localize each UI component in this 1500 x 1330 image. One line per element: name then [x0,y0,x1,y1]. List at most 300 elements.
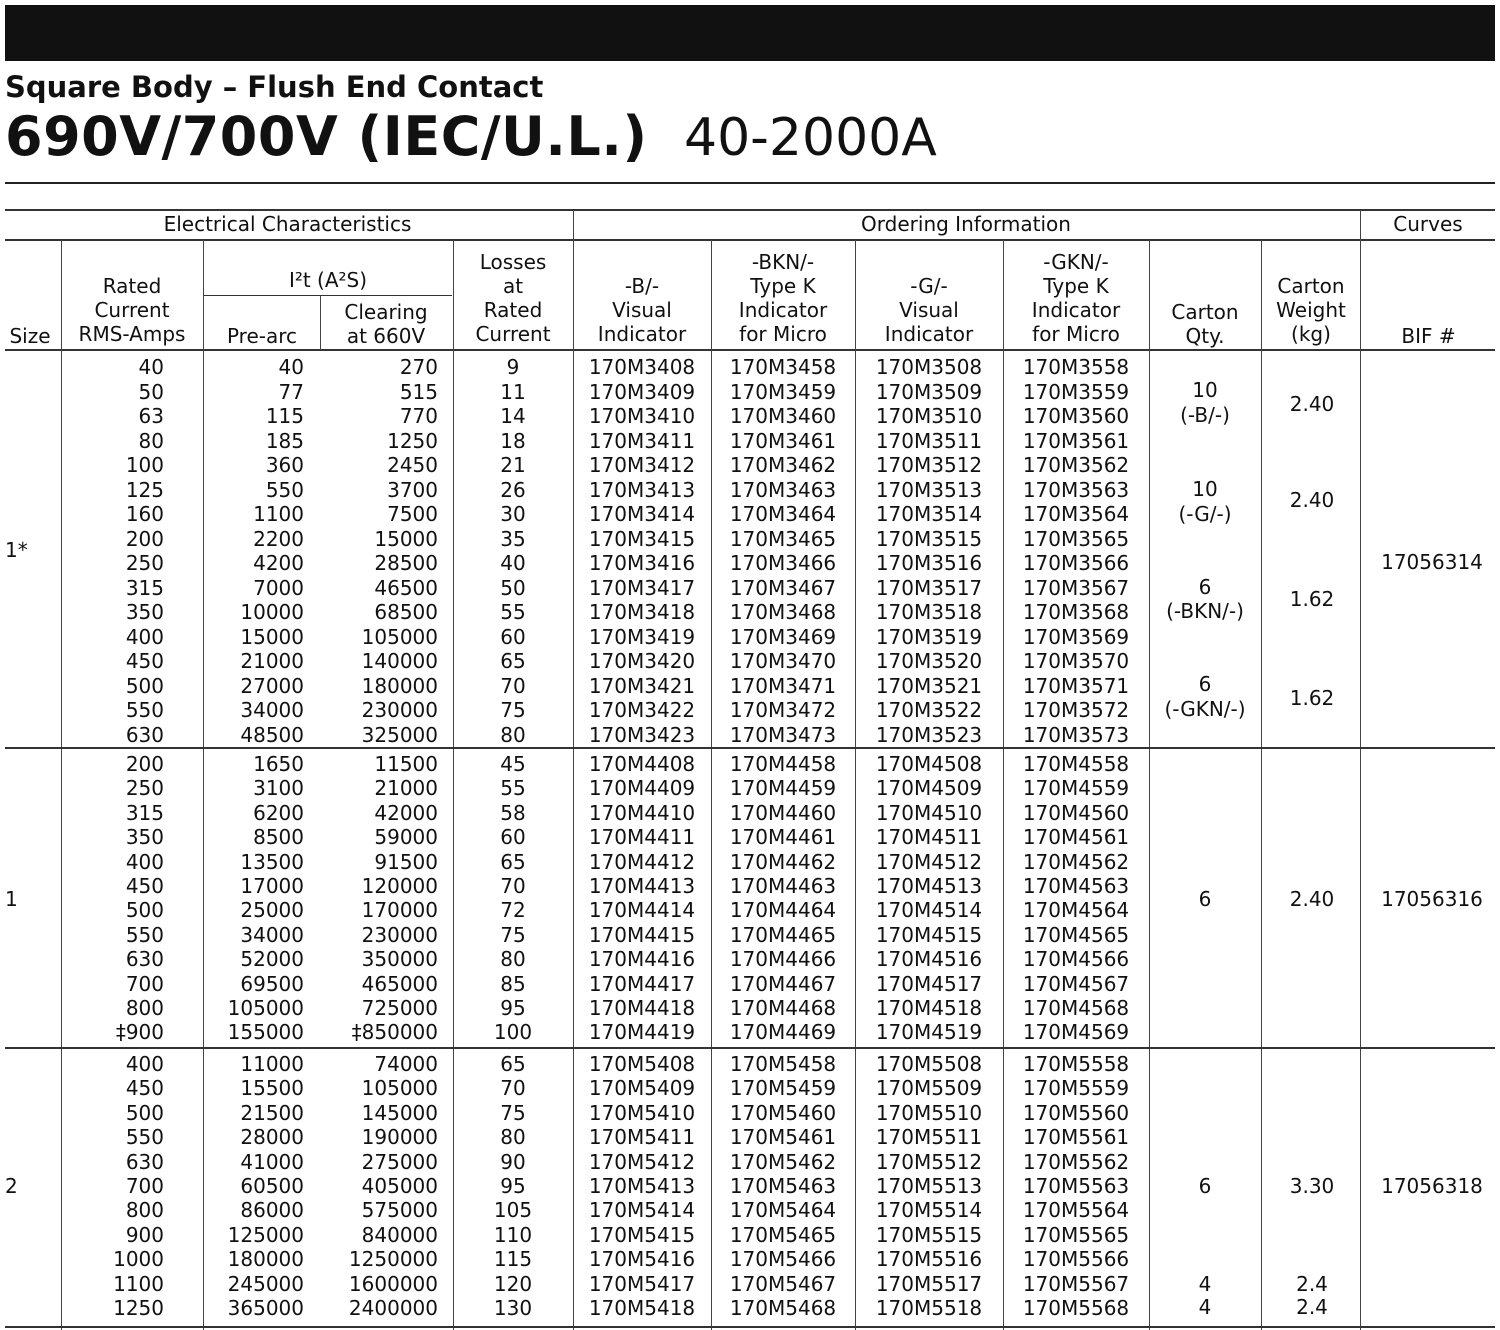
table-row [0,1052,1500,1076]
cell-rated-current: 630 [125,1149,164,1174]
cell-part-gkn: 170M5564 [1022,1198,1130,1223]
cell-part-g: 170M4510 [875,800,983,825]
table-row [0,625,1500,649]
cell-part-bkn: 170M4458 [729,752,837,776]
cell-prearc: 13500 [240,849,304,874]
cell-rated-current: 700 [125,971,164,996]
cell-part-b: 170M3419 [588,624,696,649]
carton-qty: 4 [1198,1295,1212,1319]
cell-part-b: 170M4416 [588,947,696,972]
cell-part-gkn: 170M3561 [1022,428,1130,453]
col-weight-line2: Weight [1276,298,1346,322]
table-row [0,801,1500,825]
cell-rated-current: 40 [138,355,164,379]
cell-clearing: 230000 [361,698,438,722]
carton-weight: 2.4 [1296,1295,1328,1319]
cell-losses: 55 [500,776,526,801]
bif-number: 17056316 [1381,887,1483,911]
cell-clearing: 840000 [361,1222,438,1247]
cell-losses: 85 [500,971,526,996]
cell-prearc: 40 [278,355,304,379]
cell-part-gkn: 170M3572 [1022,698,1130,722]
cell-part-gkn: 170M3560 [1022,404,1130,428]
cell-part-g: 170M3514 [875,502,983,526]
col-i2t: I²t (A²S) [288,268,368,292]
cell-part-g: 170M3511 [875,428,983,453]
cell-losses: 75 [500,922,526,947]
cell-rated-current: 400 [125,1052,164,1076]
cell-prearc: 4200 [253,551,304,575]
size-label: 2 [5,1174,18,1198]
cell-clearing: 575000 [361,1198,438,1223]
group-curves: Curves [1393,212,1463,236]
col-losses [454,250,572,346]
cell-part-gkn: 170M3567 [1022,575,1130,600]
table-row [0,776,1500,800]
cell-prearc: 125000 [227,1222,304,1247]
cell-part-bkn: 170M5460 [729,1100,837,1125]
cell-part-gkn: 170M4559 [1022,776,1130,801]
cell-rated-current: 80 [138,428,164,453]
cell-part-b: 170M4413 [588,874,696,898]
group-ordering: Ordering Information [861,212,1071,236]
cell-part-b: 170M3416 [588,551,696,575]
cell-part-gkn: 170M4568 [1022,996,1130,1020]
cell-part-b: 170M5408 [588,1052,696,1076]
cell-part-b: 170M4417 [588,971,696,996]
table-row [0,947,1500,971]
cell-prearc: 77 [278,379,304,404]
cell-part-b: 170M3423 [588,722,696,747]
cell-clearing: 91500 [374,849,438,874]
cell-rated-current: 1100 [113,1271,164,1296]
cell-part-b: 170M4411 [588,825,696,850]
carton-weight: 2.40 [1289,887,1335,911]
cell-part-b: 170M3411 [588,428,696,453]
cell-rated-current: 800 [125,996,164,1020]
table-row [0,453,1500,477]
table-row [0,429,1500,453]
cell-part-bkn: 170M3471 [729,673,837,698]
cell-part-bkn: 170M3464 [729,502,837,526]
cell-rated-current: 500 [125,1100,164,1125]
table-row [0,1125,1500,1149]
table-top-rule [5,209,1495,211]
cell-clearing: 230000 [361,922,438,947]
cell-part-g: 170M4515 [875,922,983,947]
cell-part-g: 170M5509 [875,1076,983,1101]
carton-qty-note: (-G/-) [1178,502,1232,526]
cell-clearing: 350000 [361,947,438,972]
cell-part-b: 170M4408 [588,752,696,776]
cell-part-bkn: 170M5467 [729,1271,837,1296]
cell-prearc: 8500 [253,825,304,850]
cell-clearing: 465000 [361,971,438,996]
size-label: 1* [5,538,28,562]
cell-part-gkn: 170M4561 [1022,825,1130,850]
table-row [0,1198,1500,1222]
cell-part-bkn: 170M5458 [729,1052,837,1076]
cell-prearc: 52000 [240,947,304,972]
cell-part-bkn: 170M4468 [729,996,837,1020]
cell-part-b: 170M3415 [588,526,696,551]
cell-part-bkn: 170M5463 [729,1174,837,1198]
cell-rated-current: 500 [125,673,164,698]
section-rule [5,747,1495,749]
cell-losses: 60 [500,624,526,649]
cell-rated-current: 50 [138,379,164,404]
cell-rated-current: 350 [125,600,164,624]
cell-part-bkn: 170M5461 [729,1125,837,1150]
col-bif: BIF # [1401,324,1456,348]
cell-clearing: 725000 [361,996,438,1020]
table-row [0,972,1500,996]
cell-prearc: 69500 [240,971,304,996]
col-weight-line1: Carton [1277,274,1345,298]
cell-part-gkn: 170M4566 [1022,947,1130,972]
cell-rated-current: 1250 [113,1296,164,1320]
table-row [0,1101,1500,1125]
table-row [0,551,1500,575]
carton-weight: 1.62 [1289,587,1335,611]
cell-part-g: 170M3522 [875,698,983,722]
col-qty [1150,300,1260,348]
cell-prearc: 60500 [240,1174,304,1198]
page-subtitle: Square Body – Flush End Contact [5,70,544,104]
cell-part-bkn: 170M5468 [729,1296,837,1320]
cell-rated-current: 400 [125,624,164,649]
cell-part-gkn: 170M3558 [1022,355,1130,379]
col-prearc: Pre-arc [226,324,298,348]
cell-clearing: 405000 [361,1174,438,1198]
cell-losses: 72 [500,898,526,923]
cell-losses: 30 [500,502,526,526]
cell-losses: 40 [500,551,526,575]
cell-part-gkn: 170M4562 [1022,849,1130,874]
cell-prearc: 365000 [227,1296,304,1320]
cell-prearc: 1100 [253,502,304,526]
cell-part-g: 170M4509 [875,776,983,801]
cell-prearc: 86000 [240,1198,304,1223]
cell-rated-current: 550 [125,922,164,947]
col-losses-line1: Losses [479,250,547,274]
cell-losses: 130 [493,1296,533,1320]
cell-part-bkn: 170M4459 [729,776,837,801]
carton-qty: 6 [1198,887,1212,911]
cell-part-bkn: 170M3472 [729,698,837,722]
col-gkn-line2: Type K [1043,274,1109,298]
cell-rated-current: 500 [125,898,164,923]
cell-part-g: 170M4519 [875,1020,983,1045]
table-row [0,355,1500,379]
carton-qty: 6 [1198,575,1212,599]
cell-part-gkn: 170M5559 [1022,1076,1130,1101]
cell-losses: 80 [500,1125,526,1150]
cell-rated-current: 250 [125,776,164,801]
cell-losses: 58 [500,800,526,825]
cell-part-g: 170M5512 [875,1149,983,1174]
cell-part-bkn: 170M4464 [729,898,837,923]
cell-clearing: 190000 [361,1125,438,1150]
cell-part-b: 170M5410 [588,1100,696,1125]
cell-part-b: 170M4412 [588,849,696,874]
cell-part-g: 170M5518 [875,1296,983,1320]
cell-part-gkn: 170M5565 [1022,1222,1130,1247]
page-title: 690V/700V (IEC/U.L.) [5,105,648,168]
col-clearing [320,300,452,348]
cell-rated-current: 200 [125,752,164,776]
col-b-line2: Visual [612,298,672,322]
cell-losses: 11 [500,379,526,404]
cell-part-bkn: 170M4462 [729,849,837,874]
col-qty-line1: Carton [1171,300,1239,324]
cell-losses: 9 [506,355,520,379]
cell-part-g: 170M4512 [875,849,983,874]
cell-part-b: 170M4414 [588,898,696,923]
cell-part-gkn: 170M3570 [1022,649,1130,673]
col-b [574,274,710,346]
cell-rated-current: 200 [125,526,164,551]
cell-part-g: 170M5508 [875,1052,983,1076]
cell-clearing: 28500 [374,551,438,575]
cell-part-b: 170M5417 [588,1271,696,1296]
cell-rated-current: 450 [125,874,164,898]
group-header-rule [5,239,1495,241]
cell-part-gkn: 170M4560 [1022,800,1130,825]
cell-part-b: 170M4409 [588,776,696,801]
cell-prearc: 11000 [240,1052,304,1076]
cell-rated-current: 63 [138,404,164,428]
cell-prearc: 180000 [227,1247,304,1272]
cell-losses: 70 [500,673,526,698]
cell-part-bkn: 170M4465 [729,922,837,947]
table-row [0,1076,1500,1100]
cell-part-bkn: 170M3458 [729,355,837,379]
cell-clearing: 59000 [374,825,438,850]
cell-prearc: 115 [265,404,304,428]
carton-weight: 2.40 [1289,392,1335,416]
cell-part-bkn: 170M5462 [729,1149,837,1174]
cell-part-bkn: 170M4469 [729,1020,837,1045]
cell-part-bkn: 170M3463 [729,477,837,502]
cell-part-gkn: 170M5566 [1022,1247,1130,1272]
cell-clearing: 42000 [374,800,438,825]
cell-losses: 80 [500,722,526,747]
cell-clearing: 515 [399,379,438,404]
cell-part-g: 170M3510 [875,404,983,428]
cell-prearc: 185 [265,428,304,453]
col-size: Size [9,324,51,348]
cell-prearc: 6200 [253,800,304,825]
cell-part-b: 170M3408 [588,355,696,379]
size-label: 1 [5,887,18,911]
cell-part-bkn: 170M3468 [729,600,837,624]
cell-part-bkn: 170M4463 [729,874,837,898]
cell-part-g: 170M4516 [875,947,983,972]
cell-rated-current: 1000 [113,1247,164,1272]
col-g-line2: Visual [899,298,959,322]
cell-clearing: 180000 [361,673,438,698]
cell-part-bkn: 170M5466 [729,1247,837,1272]
table-row [0,752,1500,776]
cell-part-g: 170M3520 [875,649,983,673]
carton-weight: 2.40 [1289,488,1335,512]
cell-prearc: 21500 [240,1100,304,1125]
cell-losses: 60 [500,825,526,850]
cell-part-b: 170M4415 [588,922,696,947]
cell-clearing: 7500 [387,502,438,526]
cell-part-gkn: 170M4564 [1022,898,1130,923]
cell-prearc: 7000 [253,575,304,600]
col-bkn-line1: -BKN/- [751,250,815,274]
table-row [0,850,1500,874]
cell-clearing: 325000 [361,722,438,747]
col-gkn [1004,250,1148,346]
cell-clearing: 1250000 [348,1247,438,1272]
table-row [0,527,1500,551]
carton-weight: 1.62 [1289,686,1335,710]
vline-i2t-split [320,296,321,350]
cell-losses: 70 [500,1076,526,1101]
cell-part-bkn: 170M3461 [729,428,837,453]
cell-part-gkn: 170M5568 [1022,1296,1130,1320]
col-bkn [712,250,854,346]
cell-rated-current: 450 [125,649,164,673]
cell-part-g: 170M5513 [875,1174,983,1198]
table-row [0,825,1500,849]
cell-part-gkn: 170M5562 [1022,1149,1130,1174]
cell-part-b: 170M3421 [588,673,696,698]
cell-prearc: 28000 [240,1125,304,1150]
cell-part-g: 170M5517 [875,1271,983,1296]
cell-part-g: 170M3516 [875,551,983,575]
cell-clearing: 145000 [361,1100,438,1125]
col-losses-line4: Current [475,322,551,346]
table-row [0,1020,1500,1044]
cell-part-g: 170M3508 [875,355,983,379]
cell-part-bkn: 170M3473 [729,722,837,747]
carton-qty: 10 [1192,477,1218,501]
cell-prearc: 3100 [253,776,304,801]
col-bkn-line2: Type K [750,274,816,298]
cell-rated-current: 450 [125,1076,164,1101]
table-row [0,1150,1500,1174]
table-row [0,649,1500,673]
cell-part-gkn: 170M4565 [1022,922,1130,947]
current-range: 40-2000A [684,108,937,168]
cell-prearc: 1650 [253,752,304,776]
cell-losses: 110 [493,1222,533,1247]
cell-rated-current: 630 [125,947,164,972]
cell-part-b: 170M3422 [588,698,696,722]
cell-rated-current: 315 [125,575,164,600]
cell-losses: 45 [500,752,526,776]
cell-rated-current: 550 [125,1125,164,1150]
cell-part-g: 170M3517 [875,575,983,600]
cell-part-gkn: 170M4558 [1022,752,1130,776]
cell-part-g: 170M3513 [875,477,983,502]
cell-part-b: 170M3418 [588,600,696,624]
col-rated-current [62,274,202,346]
cell-part-gkn: 170M5558 [1022,1052,1130,1076]
carton-qty: 6 [1198,1174,1212,1198]
cell-clearing: 105000 [361,1076,438,1101]
cell-clearing: 3700 [387,477,438,502]
cell-prearc: 10000 [240,600,304,624]
cell-losses: 70 [500,874,526,898]
cell-part-g: 170M3523 [875,722,983,747]
cell-losses: 120 [493,1271,533,1296]
cell-part-gkn: 170M5560 [1022,1100,1130,1125]
cell-losses: 21 [500,453,526,477]
cell-losses: 26 [500,477,526,502]
col-rated-current-line3: RMS-Amps [78,322,186,346]
cell-part-g: 170M5510 [875,1100,983,1125]
cell-clearing: 170000 [361,898,438,923]
cell-clearing: 1250 [387,428,438,453]
col-qty-line2: Qty. [1185,324,1225,348]
cell-part-gkn: 170M5563 [1022,1174,1130,1198]
carton-qty-note: (-BKN/-) [1166,599,1244,623]
cell-part-b: 170M5416 [588,1247,696,1272]
cell-part-b: 170M3417 [588,575,696,600]
cell-part-bkn: 170M3460 [729,404,837,428]
table-row [0,1247,1500,1271]
cell-rated-current: 900 [125,1222,164,1247]
cell-part-bkn: 170M5464 [729,1198,837,1223]
cell-clearing: 1600000 [348,1271,438,1296]
cell-rated-current: 350 [125,825,164,850]
cell-prearc: 550 [265,477,304,502]
cell-part-gkn: 170M3565 [1022,526,1130,551]
col-weight-line3: (kg) [1291,322,1331,346]
cell-prearc: 15500 [240,1076,304,1101]
cell-part-b: 170M5409 [588,1076,696,1101]
cell-losses: 75 [500,698,526,722]
cell-part-gkn: 170M4563 [1022,874,1130,898]
cell-losses: 55 [500,600,526,624]
cell-part-bkn: 170M5459 [729,1076,837,1101]
cell-prearc: 245000 [227,1271,304,1296]
cell-part-g: 170M5511 [875,1125,983,1150]
cell-part-bkn: 170M4467 [729,971,837,996]
cell-part-g: 170M4518 [875,996,983,1020]
col-rated-current-line1: Rated [102,274,162,298]
cell-prearc: 155000 [227,1020,304,1045]
cell-clearing: 270 [399,355,438,379]
cell-part-g: 170M5516 [875,1247,983,1272]
cell-part-g: 170M4508 [875,752,983,776]
column-header-rule [5,349,1495,351]
cell-rated-current: 125 [125,477,164,502]
cell-part-gkn: 170M5561 [1022,1125,1130,1150]
col-g-line1: -G/- [910,274,948,298]
cell-prearc: 21000 [240,649,304,673]
cell-part-b: 170M4419 [588,1020,696,1045]
cell-part-gkn: 170M3563 [1022,477,1130,502]
cell-part-g: 170M5514 [875,1198,983,1223]
header-bar [5,5,1495,61]
col-gkn-line1: -GKN/- [1043,250,1109,274]
cell-part-bkn: 170M3467 [729,575,837,600]
carton-qty: 4 [1198,1272,1212,1296]
col-b-line3: Indicator [597,322,687,346]
col-gkn-line3: Indicator [1031,298,1121,322]
col-g-line3: Indicator [884,322,974,346]
table-row [0,996,1500,1020]
cell-part-g: 170M4514 [875,898,983,923]
carton-weight: 3.30 [1289,1174,1335,1198]
